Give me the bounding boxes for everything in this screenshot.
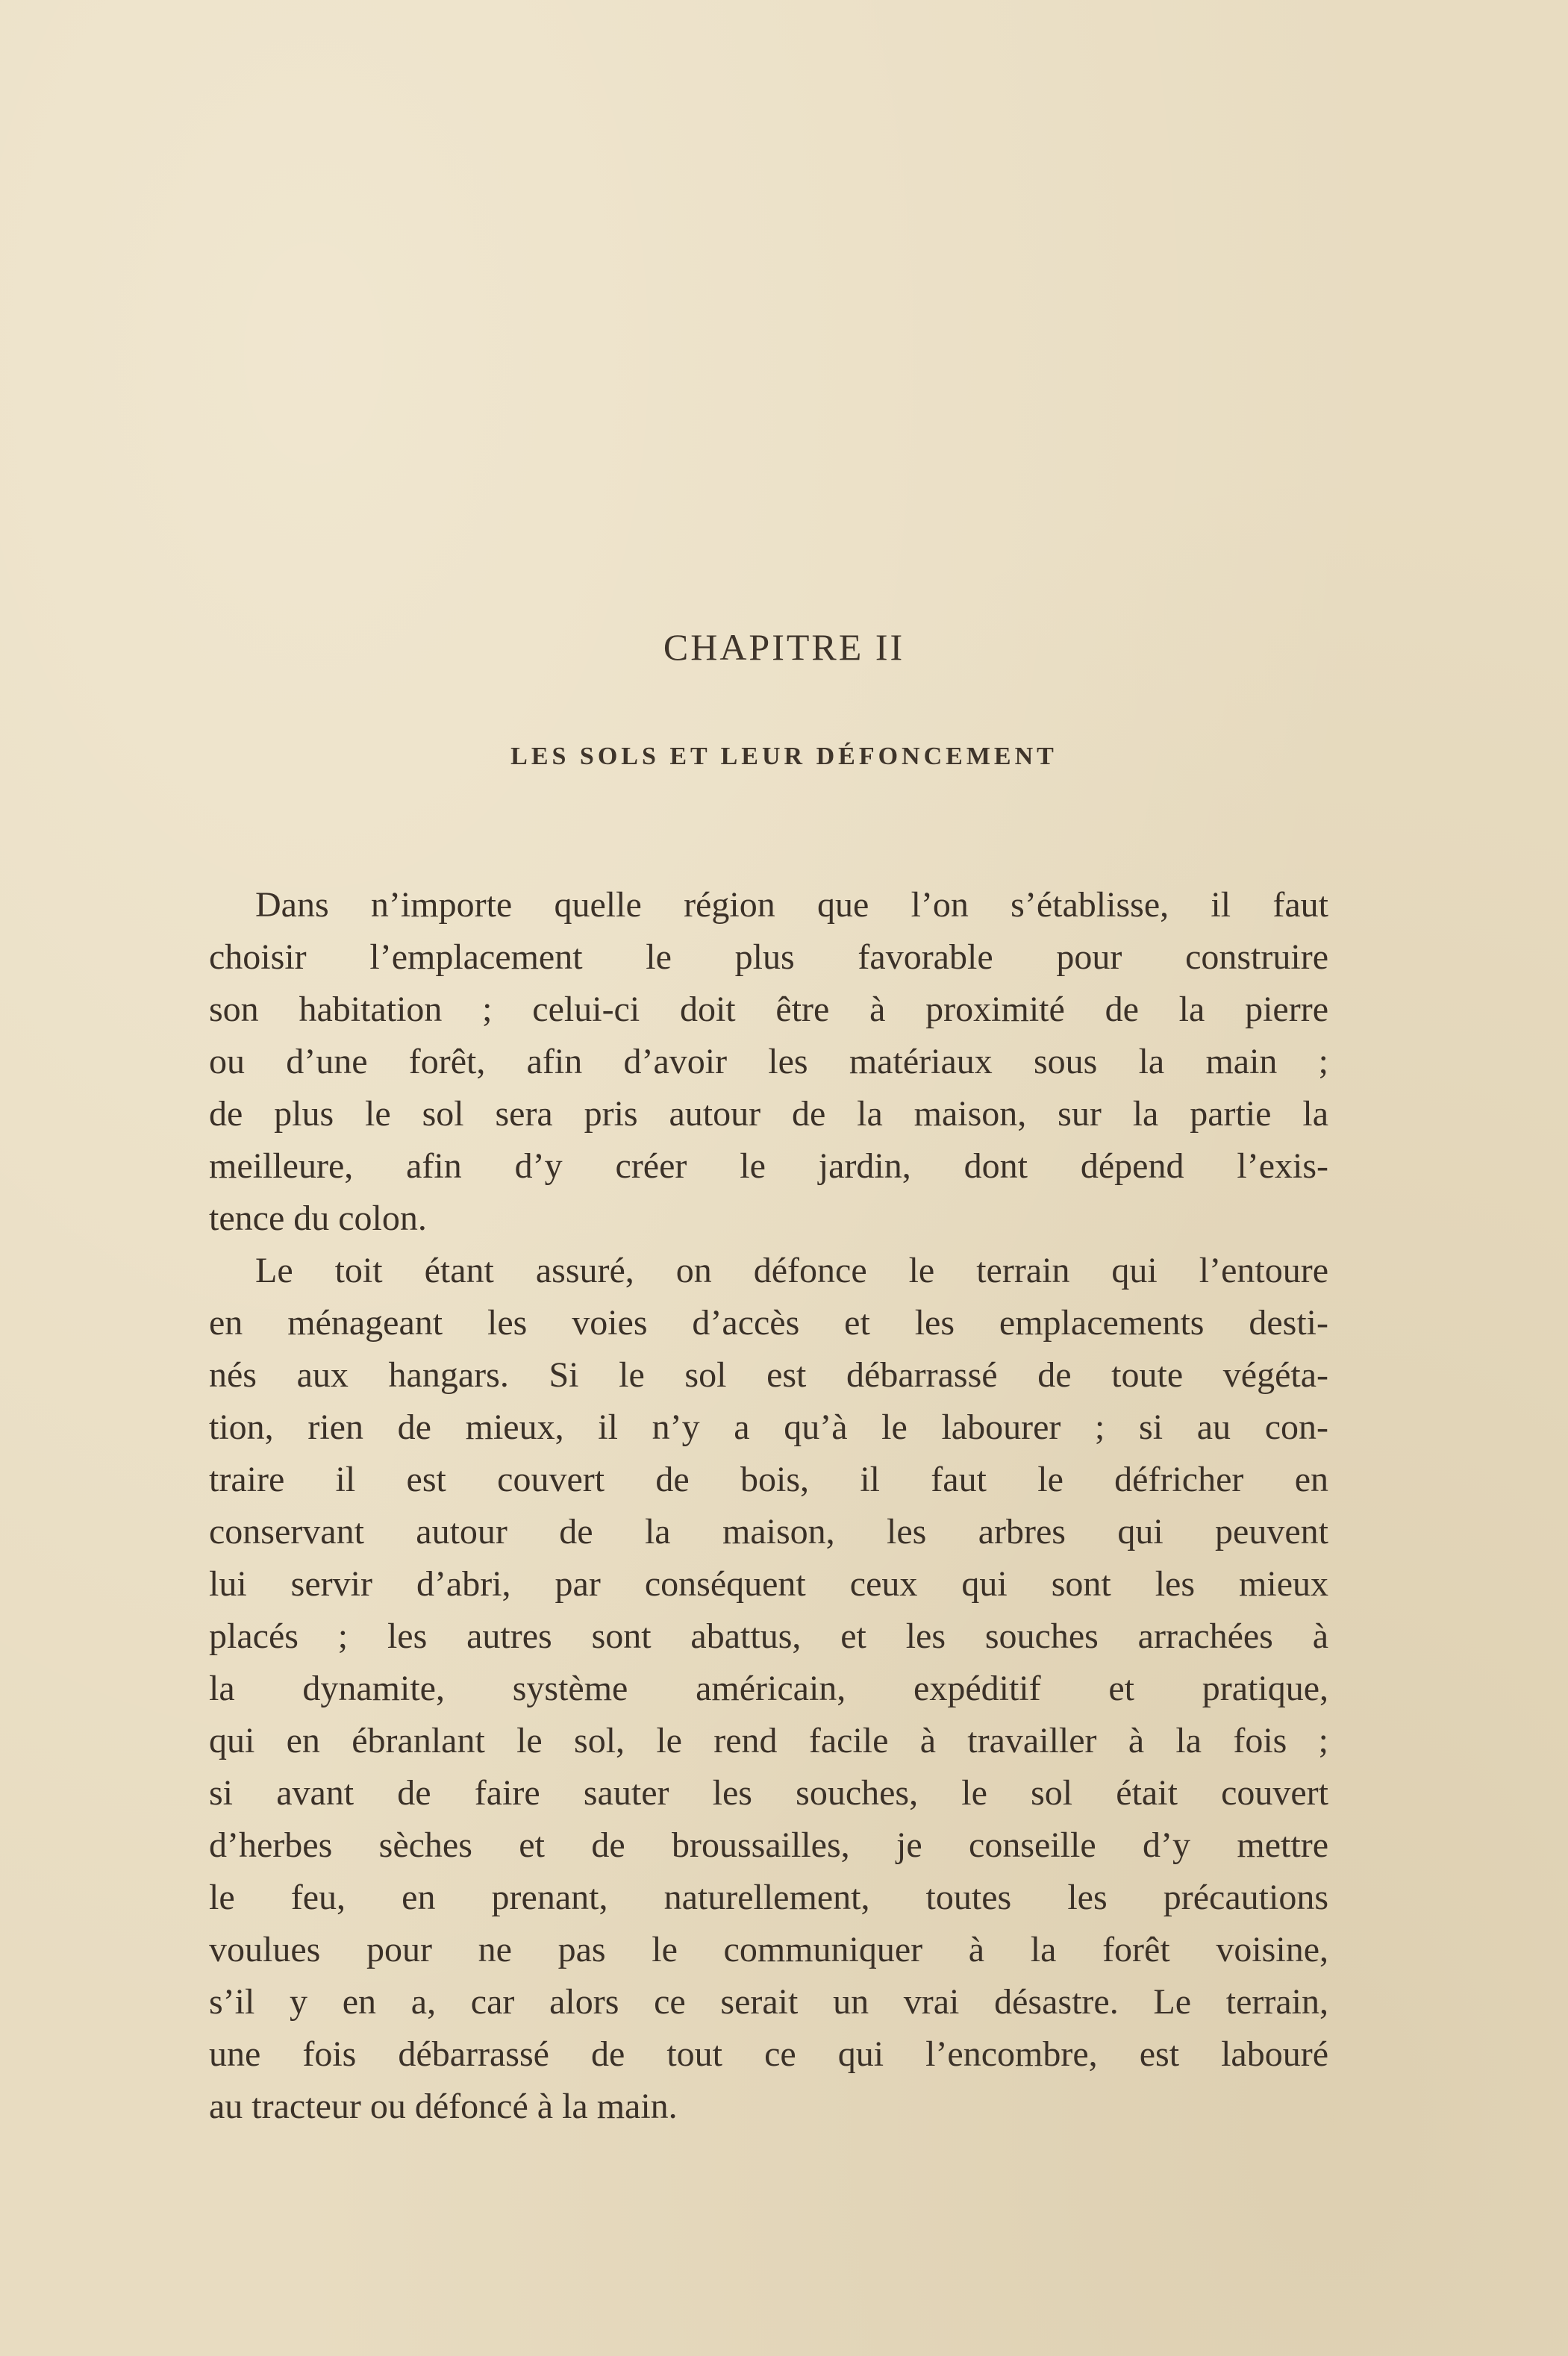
text-line: placés ; les autres sont abattus, et les souches arrachées à [209,1616,1328,1656]
text-line: qui en ébranlant le sol, le rend facile à travailler à la fois ; [209,1721,1328,1760]
text-line: s’il y en a, car alors ce serait un vrai désastre. Le terrain, [209,1982,1328,2022]
text-line: tion, rien de mieux, il n’y a qu’à le labourer ; si au con- [209,1407,1328,1447]
text-line: choisir l’emplacement le plus favorable pour construire [209,937,1328,977]
text-line: meilleure, afin d’y créer le jardin, dont dépend l’exis- [209,1146,1328,1186]
paragraph-2 [209,1245,1328,2133]
text-line: si avant de faire sauter les souches, le sol était couvert [209,1773,1328,1813]
text-line: lui servir d’abri, par conséquent ceux qui sont les mieux [209,1564,1328,1604]
text-line: en ménageant les voies d’accès et les emplacements desti- [209,1303,1328,1343]
text-line: la dynamite, système américain, expéditif et pratique, [209,1669,1328,1708]
text-line: tence du colon. [209,1199,427,1238]
text-line: d’herbes sèches et de broussailles, je conseille d’y mettre [209,1825,1328,1865]
text-line: de plus le sol sera pris autour de la maison, sur la partie la [209,1094,1328,1134]
text-line: son habitation ; celui-ci doit être à proximité de la pierre [209,990,1328,1029]
text-line: Le toit étant assuré, on défonce le terrain qui l’entoure [255,1251,1328,1290]
text-line: une fois débarrassé de tout ce qui l’encombre, est labouré [209,2034,1328,2074]
text-line: voulues pour ne pas le communiquer à la forêt voisine, [209,1930,1328,1969]
chapter-subtitle: LES SOLS ET LEUR DÉFONCEMENT [510,743,1058,770]
paragraph-1 [209,879,1328,1245]
text-line: traire il est couvert de bois, il faut le défricher en [209,1460,1328,1499]
body-text [209,879,1328,2133]
text-line: nés aux hangars. Si le sol est débarrassé de toute végéta- [209,1355,1328,1395]
text-line: au tracteur ou défoncé à la main. [209,2087,678,2126]
text-line: le feu, en prenant, naturellement, toutes les précautions [209,1878,1328,1917]
text-line: ou d’une forêt, afin d’avoir les matériaux sous la main ; [209,1042,1328,1081]
text-line: Dans n’importe quelle région que l’on s’établisse, il faut [255,885,1328,925]
chapter-heading: CHAPITRE II [663,626,905,668]
text-line: conservant autour de la maison, les arbres qui peuvent [209,1512,1328,1552]
